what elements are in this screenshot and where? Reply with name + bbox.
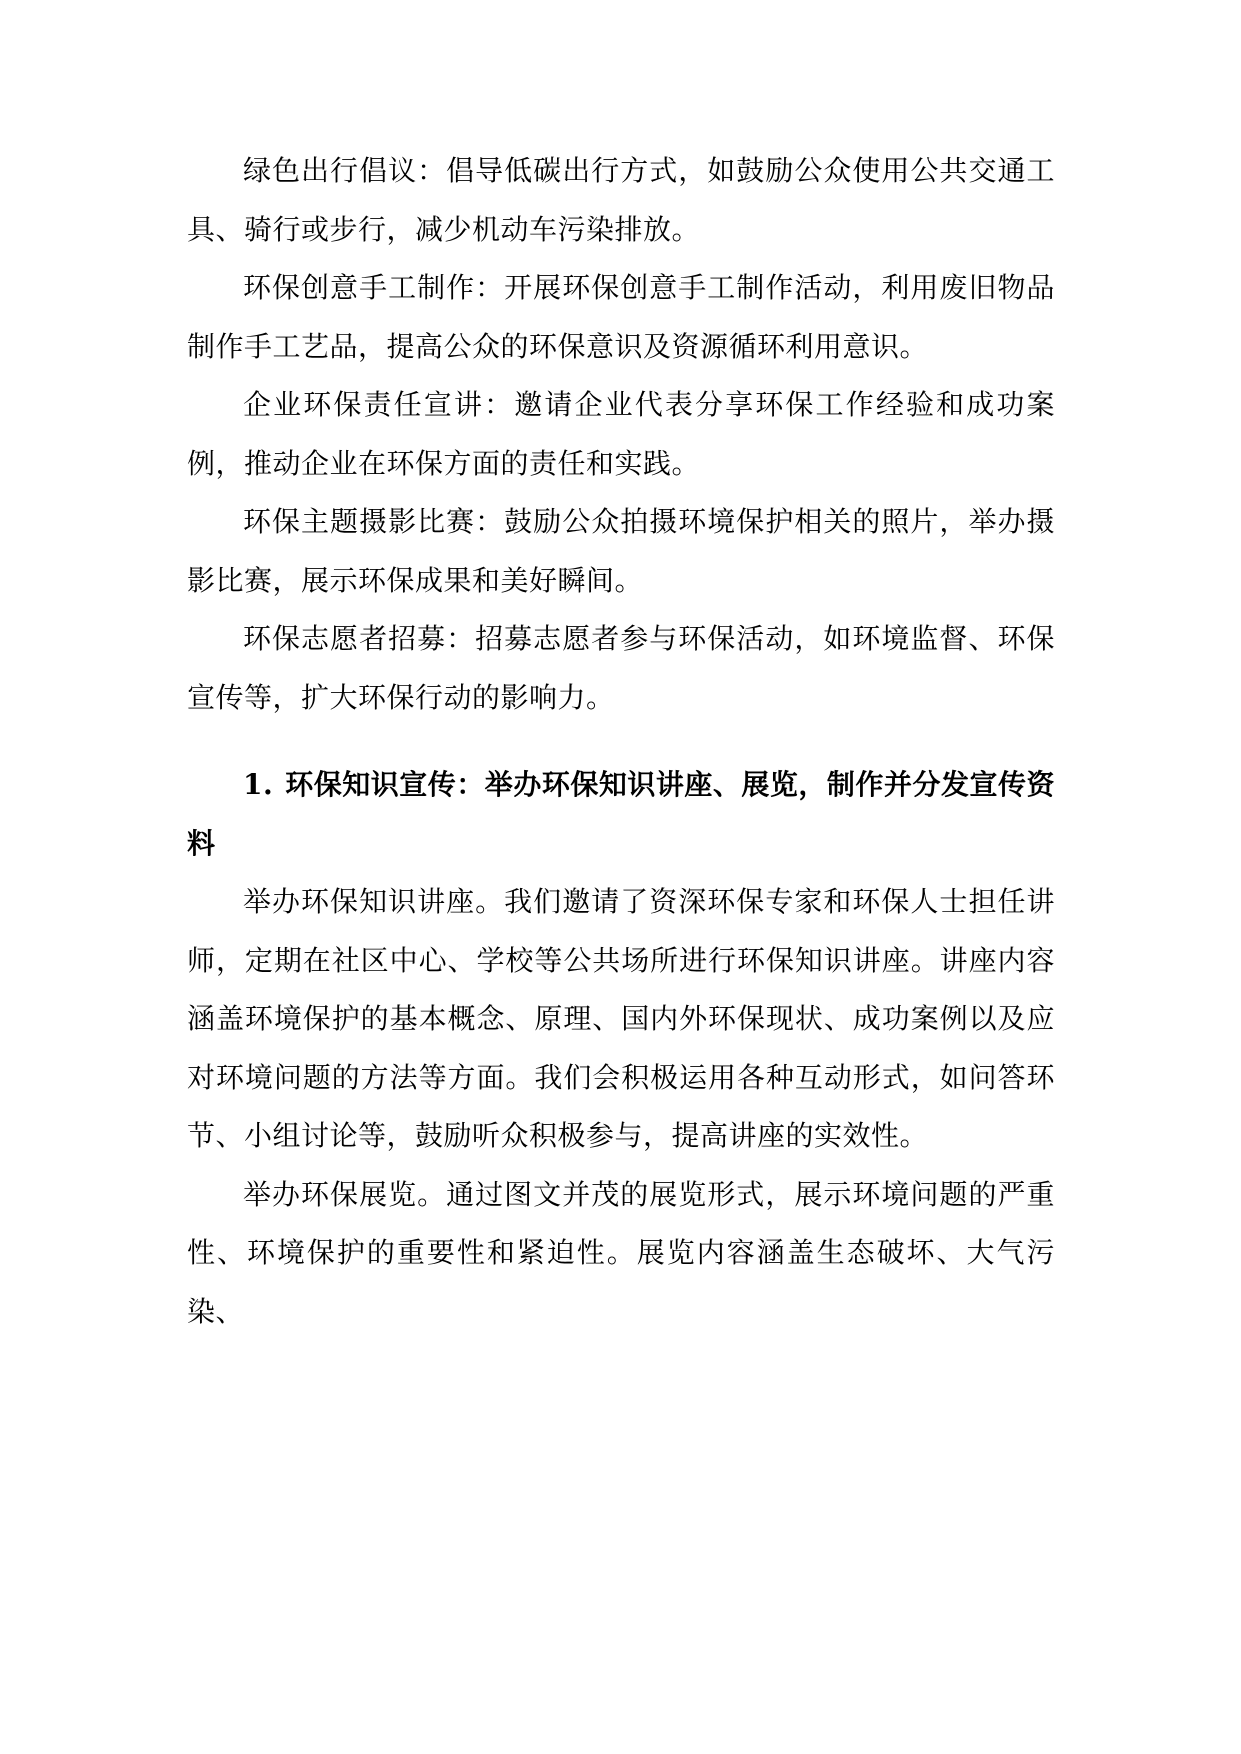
paragraph-volunteer-recruitment: 环保志愿者招募：招募志愿者参与环保活动，如环境监督、环保宣传等，扩大环保行动的影响力。 bbox=[187, 622, 1055, 714]
paragraph-enterprise-responsibility: 企业环保责任宣讲：邀请企业代表分享环保工作经验和成功案例，推动企业在环保方面的责任和实践。 bbox=[187, 388, 1055, 480]
paragraph-green-travel: 绿色出行倡议：倡导低碳出行方式，如鼓励公众使用公共交通工具、骑行或步行，减少机动车污染排放。 bbox=[187, 154, 1055, 246]
paragraph-handicraft: 环保创意手工制作：开展环保创意手工制作活动，利用废旧物品制作手工艺品，提高公众的环保意识及资源循环利用意识。 bbox=[187, 271, 1055, 363]
section-heading-number: 1. bbox=[243, 768, 274, 801]
section-heading-text: 环保知识宣传：举办环保知识讲座、展览，制作并分发宣传资料 bbox=[187, 768, 1055, 860]
section-heading bbox=[187, 756, 1055, 873]
paragraph-exhibition: 举办环保展览。通过图文并茂的展览形式，展示环境问题的严重性、环境保护的重要性和紧迫性。展览内容涵盖生态破坏、大气污染、 bbox=[187, 1177, 1055, 1328]
paragraph-photography-contest: 环保主题摄影比赛：鼓励公众拍摄环境保护相关的照片，举办摄影比赛，展示环保成果和美好瞬间。 bbox=[187, 505, 1055, 597]
document-body bbox=[187, 142, 1055, 1341]
paragraph-lectures: 举办环保知识讲座。我们邀请了资深环保专家和环保人士担任讲师，定期在社区中心、学校等公共场所进行环保知识讲座。讲座内容涵盖环境保护的基本概念、原理、国内外环保现状、成功案例以及应对环境问题的方法等方面。我们会积极运用各种互动形式，如问答环节、小组讨论等，鼓励听众积极参与，提高讲座的实效性。 bbox=[187, 885, 1055, 1152]
